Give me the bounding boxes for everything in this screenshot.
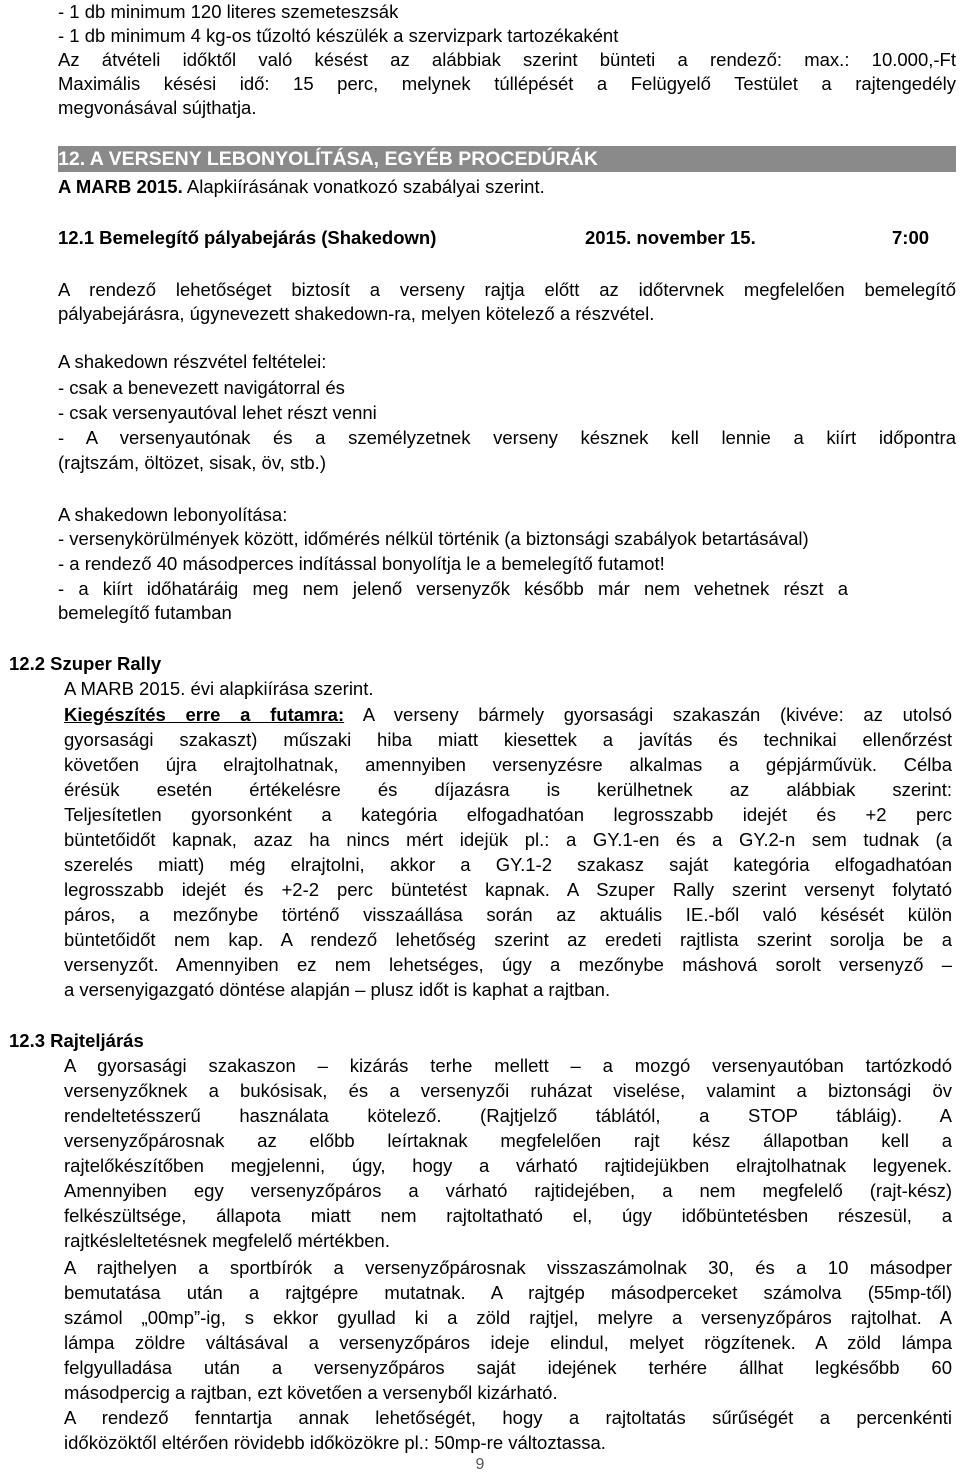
- subsection-heading: 12.2 Szuper Rally: [9, 653, 162, 674]
- supplement-label: Kiegészítés erre a futamra:: [64, 704, 345, 725]
- paragraph-line: A rajthelyen a sportbírók a versenyzőpárosnak visszaszámolnak 30, és a 10 másodper: [64, 1257, 952, 1278]
- paragraph-line: rendeltetésszerű használata kötelező. (Rajtjelző táblától, a STOP tábláig). A: [64, 1105, 952, 1126]
- paragraph-line: követően újra elrajtolhatnak, amennyiben versenyzésre alkalmas a gépjárművük. Célba: [64, 754, 952, 775]
- supplement-text: A verseny bármely gyorsasági szakaszán (kivéve: az utolsó: [344, 704, 952, 725]
- paragraph-line: a versenyigazgató döntése alapján – plusz időt is kaphat a rajtban.: [64, 979, 611, 1000]
- intro-line: Maximális késési idő: 15 perc, melynek túllépését a Felügyelő Testület a rajtengedély: [58, 73, 956, 94]
- paragraph-line: bemutatása után a rajtgépre mutatnak. A rajtgép másodperceket számolva (55mp-től): [64, 1282, 952, 1303]
- shakedown-time: 7:00: [892, 227, 930, 248]
- paragraph-line: időközöktől eltérően rövidebb időközökre pl.: 50mp-re változtassa.: [64, 1432, 606, 1453]
- countdown-paragraph: [64, 1255, 952, 1405]
- paragraph-line: büntetőidőt nem kap. A rendező lehetőség szerint az eredeti rajtlista szerint sorolja be a: [64, 929, 952, 950]
- conditions-title: A shakedown részvétel feltételei:: [58, 351, 327, 372]
- condition-item: - csak versenyautóval lehet részt venni: [58, 402, 377, 423]
- procedure-item: - a rendező 40 másodperces indítással bonyolítja le a bemelegítő futamot!: [58, 553, 665, 574]
- condition-item: - csak a benevezett navigátorral és: [58, 377, 345, 398]
- section-heading: 12. A VERSENY LEBONYOLÍTÁSA, EGYÉB PROCEDÚRÁK: [58, 148, 598, 170]
- page-number: 9: [475, 1456, 485, 1473]
- subsection-subtitle: A MARB 2015. évi alapkiírása szerint.: [64, 678, 374, 699]
- paragraph-line: Teljesítetlen gyorsonként a kategória elfogadhatóan legrosszabb idejét és +2 perc: [64, 804, 952, 825]
- condition-item-cont: (rajtszám, öltözet, sisak, öv, stb.): [58, 452, 326, 473]
- paragraph-line: rajtkésleltetésnek megfelelő mértékben.: [64, 1230, 390, 1251]
- section-subtitle: [58, 175, 545, 199]
- paragraph-line: szerelés miatt) még elrajtolni, akkor a GY.1-2 szakasz saját kategória elfogadhatóan: [64, 854, 952, 875]
- paragraph-line: legrosszabb idejét és +2-2 perc büntetést kapnak. A Szuper Rally szerint versenyt folytató: [64, 879, 952, 900]
- paragraph-line: pályabejárásra, úgynevezett shakedown-ra, melyen kötelező a részvétel.: [58, 303, 655, 324]
- procedure-item-cont: bemelegítő futamban: [58, 602, 232, 623]
- paragraph-line: versenyzőpárosnak az előbb leírtaknak megfelelően rajt kész állapotban kell a: [64, 1130, 952, 1151]
- procedure-item: - versenykörülmények között, időmérés nélkül történik (a biztonsági szabályok betartásával): [58, 528, 809, 549]
- paragraph-line: gyorsasági szakaszt) műszaki hiba miatt kiesettek a javítás és technikai ellenőrzést: [64, 729, 952, 750]
- procedure-title: A shakedown lebonyolítása:: [58, 504, 288, 525]
- paragraph-line: büntetőidőt kapnak, azaz ha nincs mért idejük pl.: a GY.1-en és a GY.2-n sem tudnak (a: [64, 829, 952, 850]
- paragraph-line: versenyzőknek a bukósisak, és a versenyzői ruházat viselése, valamint a biztonsági öv: [64, 1080, 952, 1101]
- condition-item: - A versenyautónak és a személyzetnek verseny késznek kell lennie a kiírt időpontra: [58, 427, 956, 448]
- section-subtitle-bold: A MARB 2015.: [58, 176, 183, 197]
- shakedown-date: 2015. november 15.: [585, 227, 756, 248]
- intro-line: - 1 db minimum 4 kg-os tűzoltó készülék a szervizpark tartozékaként: [58, 25, 619, 46]
- section-subtitle-rest: Alapkiírásának vonatkozó szabályai szerint.: [182, 176, 545, 197]
- paragraph-line: rajtelőkészítőben megjelenni, úgy, hogy a várható rajtidejükben elrajtolhatnak legyenek.: [64, 1155, 952, 1176]
- superrally-paragraph: [64, 702, 952, 1002]
- interval-paragraph: [64, 1405, 952, 1455]
- subsection-heading: 12.3 Rajteljárás: [9, 1030, 144, 1051]
- intro-line: - 1 db minimum 120 literes szemeteszsák: [58, 1, 399, 22]
- paragraph-line: A rendező fenntartja annak lehetőségét, hogy a rajtoltatás sűrűségét a percenkénti: [64, 1407, 952, 1428]
- intro-line: Az átvételi időktől való késést az alábbiak szerint bünteti a rendező: max.: 10.000,-Ft: [58, 49, 956, 70]
- paragraph-line: felgyulladása után a versenyzőpáros saját idejének terhére állhat legkésőbb 60: [64, 1357, 952, 1378]
- paragraph-line: felkészültsége, állapota miatt nem rajtoltatható el, úgy időbüntetésben részesül, a: [64, 1205, 952, 1226]
- section-heading-bar: [58, 146, 956, 172]
- paragraph-line: páros, a mezőnybe történő visszaállása során az aktuális IE.-ből való késését külön: [64, 904, 952, 925]
- paragraph-line: érésük esetén értékelésre és díjazásra is kerülhetnek az alábbiak szerint:: [64, 779, 952, 800]
- subsection-heading: 12.1 Bemelegítő pályabejárás (Shakedown): [58, 227, 437, 248]
- paragraph-line: [64, 702, 952, 727]
- procedure-item: - a kiírt időhatáráig meg nem jelenő versenyzők később már nem vehetnek részt a: [58, 578, 848, 599]
- start-procedure-paragraph: [64, 1053, 952, 1253]
- paragraph-line: versenyzőt. Amennyiben ez nem lehetséges, úgy a mezőnybe máshová sorolt versenyző –: [64, 954, 952, 975]
- paragraph-line: Amennyiben egy versenyzőpáros a várható rajtidejében, a nem megfelelő (rajt-kész): [64, 1180, 952, 1201]
- paragraph-line: számol „00mp”-ig, s ekkor gyullad ki a zöld rajtjel, melyre a versenyzőpáros rajtolhat. A: [64, 1307, 952, 1328]
- paragraph-line: lámpa zöldre váltásával a versenyzőpáros ideje elindul, melyet rögzítenek. A zöld lámpa: [64, 1332, 952, 1353]
- paragraph-line: A gyorsasági szakaszon – kizárás terhe mellett – a mozgó versenyautóban tartózkodó: [64, 1055, 952, 1076]
- intro-line: megvonásával sújthatja.: [58, 97, 257, 118]
- paragraph-line: másodpercig a rajtban, ezt követően a versenyből kizárható.: [64, 1382, 558, 1403]
- paragraph-line: A rendező lehetőséget biztosít a verseny rajtja előtt az időtervnek megfelelően bemelegítő: [58, 279, 956, 300]
